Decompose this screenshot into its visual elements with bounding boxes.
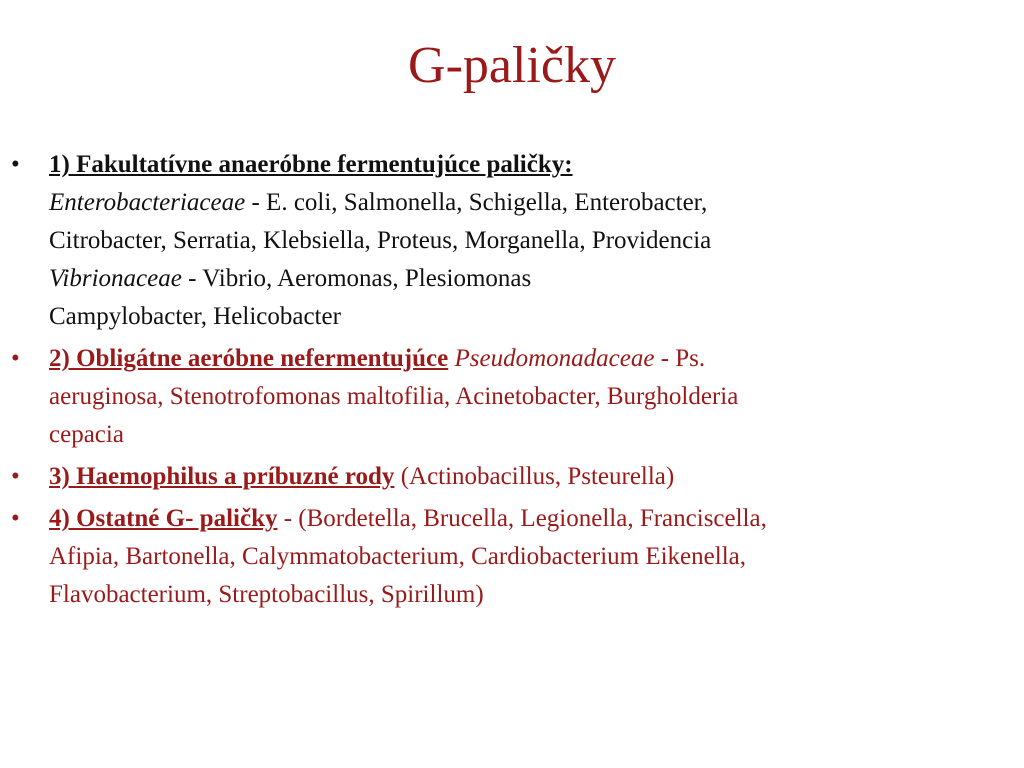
text-line: [49, 260, 1024, 298]
bullet-item-haemophilus: [0, 458, 1024, 496]
bullet-heading-line: [49, 500, 1024, 538]
bullet-heading-line: [49, 340, 1024, 378]
bullet-marker: •: [11, 151, 20, 178]
bullet-heading: 4) Ostatné G- paličky: [49, 505, 278, 532]
text-line: Afipia, Bartonella, Calymmatobacterium, Cardiobacterium Eikenella,: [49, 543, 746, 570]
bullet-heading: 3) Haemophilus a príbuzné rody: [49, 463, 395, 490]
line-text: - Vibrio, Aeromonas, Plesiomonas: [181, 265, 532, 292]
bullet-item-other-gram-negative: [0, 500, 1024, 614]
bullet-heading: 2) Obligátne aeróbne nefermentujúce: [49, 345, 449, 372]
bullet-item-obligate-aerobes: [0, 340, 1024, 454]
line-text: - Ps.: [654, 345, 706, 372]
text-line: Campylobacter, Helicobacter: [49, 303, 341, 330]
bullet-item-facultative-anaerobes: [0, 146, 1024, 336]
bullet-heading: 1) Fakultatívne anaeróbne fermentujúce paličky:: [49, 151, 573, 178]
bullet-heading-line: [49, 146, 1024, 184]
bullet-heading-line: [49, 458, 1024, 496]
text-line: Citrobacter, Serratia, Klebsiella, Proteus, Morganella, Providencia: [49, 227, 712, 254]
text-line: Flavobacterium, Streptobacillus, Spirillum): [49, 581, 484, 608]
bullet-marker: •: [11, 345, 20, 372]
family-name: Vibrionaceae: [49, 265, 182, 292]
slide-title: G-paličky: [408, 37, 616, 94]
line-text: - (Bordetella, Brucella, Legionella, Franciscella,: [277, 505, 767, 532]
text-line: aeruginosa, Stenotrofomonas maltofilia, Acinetobacter, Burgholderia: [49, 383, 739, 410]
family-name: Enterobacteriaceae: [49, 189, 246, 216]
line-text: - E. coli, Salmonella, Schigella, Enterobacter,: [245, 189, 708, 216]
bullet-marker: •: [11, 505, 20, 532]
text-line: cepacia: [49, 421, 124, 448]
family-name: Pseudomonadaceae: [454, 345, 655, 372]
bullet-list: [0, 146, 1024, 618]
bullet-marker: •: [11, 463, 20, 490]
line-text: (Actinobacillus, Psteurella): [394, 463, 675, 490]
text-line: [49, 184, 1024, 222]
